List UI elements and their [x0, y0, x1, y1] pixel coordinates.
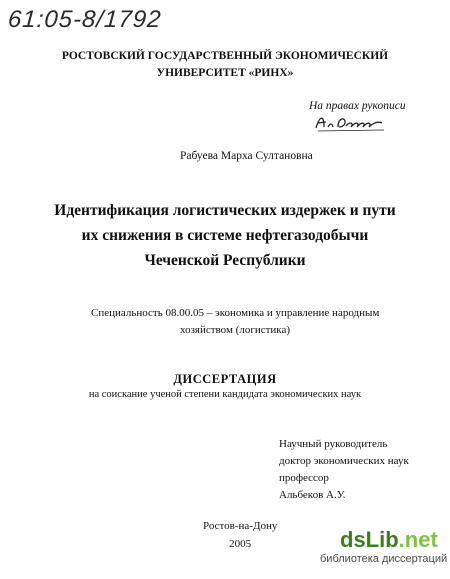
- supervisor-name: Альбеков А.У.: [279, 489, 346, 501]
- title-line-3: Чеченской Республики: [144, 252, 306, 269]
- specialty-line-1: Специальность 08.00.05 – экономика и управление народным: [91, 307, 380, 319]
- supervisor-degree: доктор экономических наук: [279, 455, 409, 467]
- dslib-logo: [318, 528, 446, 552]
- university-name: [0, 48, 450, 82]
- manuscript-rights-label: На правах рукописи: [309, 100, 406, 112]
- archive-stamp: 61:05-8/1792: [7, 6, 163, 33]
- title-line-1: Идентификация логистических издержек и пути: [54, 202, 396, 219]
- university-line-2: УНИВЕРСИТЕТ «РИНХ»: [156, 67, 294, 79]
- degree-sought: на соискание ученой степени кандидата экономических наук: [88, 389, 362, 400]
- university-line-1: РОСТОВСКИЙ ГОСУДАРСТВЕННЫЙ ЭКОНОМИЧЕСКИЙ: [61, 50, 389, 62]
- specialty-line-2: хозяйством (логистика): [180, 324, 291, 336]
- city: Ростов-на-Дону: [203, 520, 278, 532]
- document-type: ДИССЕРТАЦИЯ: [173, 372, 277, 386]
- supervisor-rank: профессор: [279, 472, 329, 484]
- author-signature: [312, 111, 392, 138]
- dslib-watermark: [318, 528, 446, 572]
- signature-mark: [312, 111, 392, 133]
- title-line-2: их снижения в системе нефтегазодобычи: [81, 227, 369, 244]
- dissertation-title: [0, 198, 450, 273]
- logo-tld: .net: [398, 527, 438, 552]
- watermark-subtitle: библиотека диссертаций: [320, 553, 448, 565]
- author-name: Рабуева Марха Султановна: [180, 150, 313, 162]
- year: 2005: [229, 538, 252, 550]
- supervisor-role: Научный руководитель: [279, 438, 388, 450]
- supervisor-block: [279, 436, 409, 504]
- logo-main: dsLib: [340, 527, 399, 552]
- place-and-year: [203, 517, 277, 553]
- specialty-block: [91, 305, 379, 339]
